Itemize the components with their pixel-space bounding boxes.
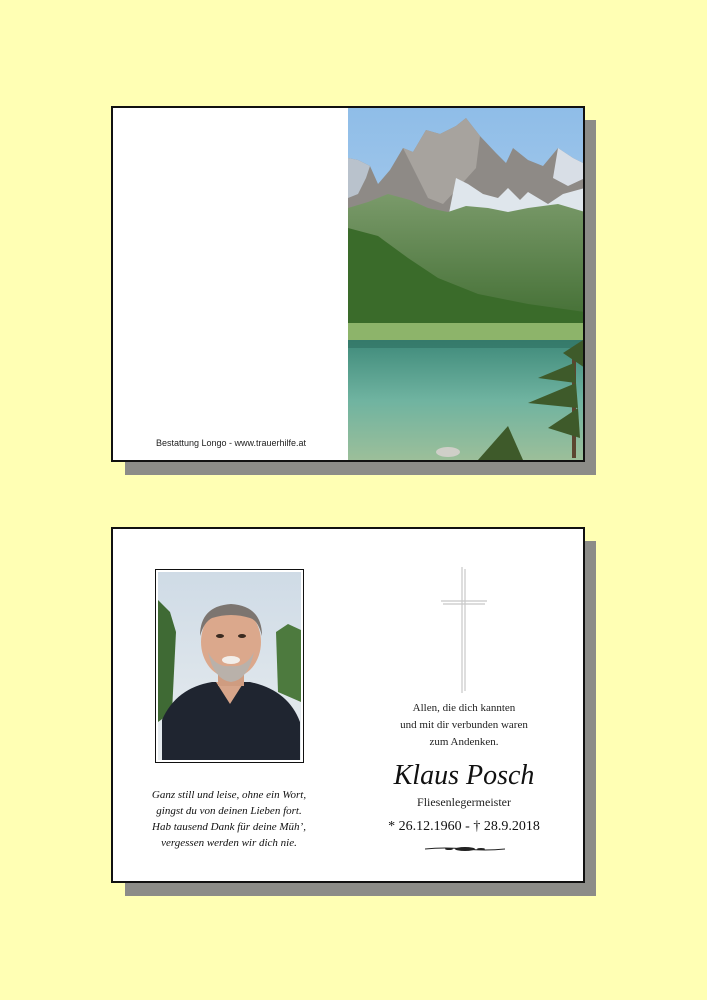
profession: Fliesenlegermeister <box>417 795 511 809</box>
poem-line: Ganz still und leise, ohne ein Wort, <box>151 789 307 801</box>
card-front <box>111 106 585 462</box>
life-dates: * 26.12.1960 - † 28.9.2018 <box>388 819 540 834</box>
funeral-home-credit: Bestattung Longo - www.trauerhilfe.at <box>155 438 307 448</box>
portrait-frame <box>155 569 304 763</box>
card-inside <box>111 527 585 883</box>
cross-icon <box>439 567 489 693</box>
poem-line: Hab tausend Dank für deine Müh’, <box>152 821 306 833</box>
ornament-divider <box>425 845 505 853</box>
poem-line: vergessen werden wir dich nie. <box>161 837 297 849</box>
dedication-line: Allen, die dich kannten <box>412 702 516 714</box>
portrait-photo <box>158 572 301 760</box>
deceased-name: Klaus Posch <box>393 760 535 791</box>
poem <box>113 787 345 851</box>
dedication-line: und mit dir verbunden waren <box>400 719 528 731</box>
poem-line: gingst du von deinen Lieben fort. <box>156 805 302 817</box>
dedication-line: zum Andenken. <box>429 736 499 748</box>
dedication <box>348 700 580 751</box>
landscape-image <box>348 108 585 460</box>
